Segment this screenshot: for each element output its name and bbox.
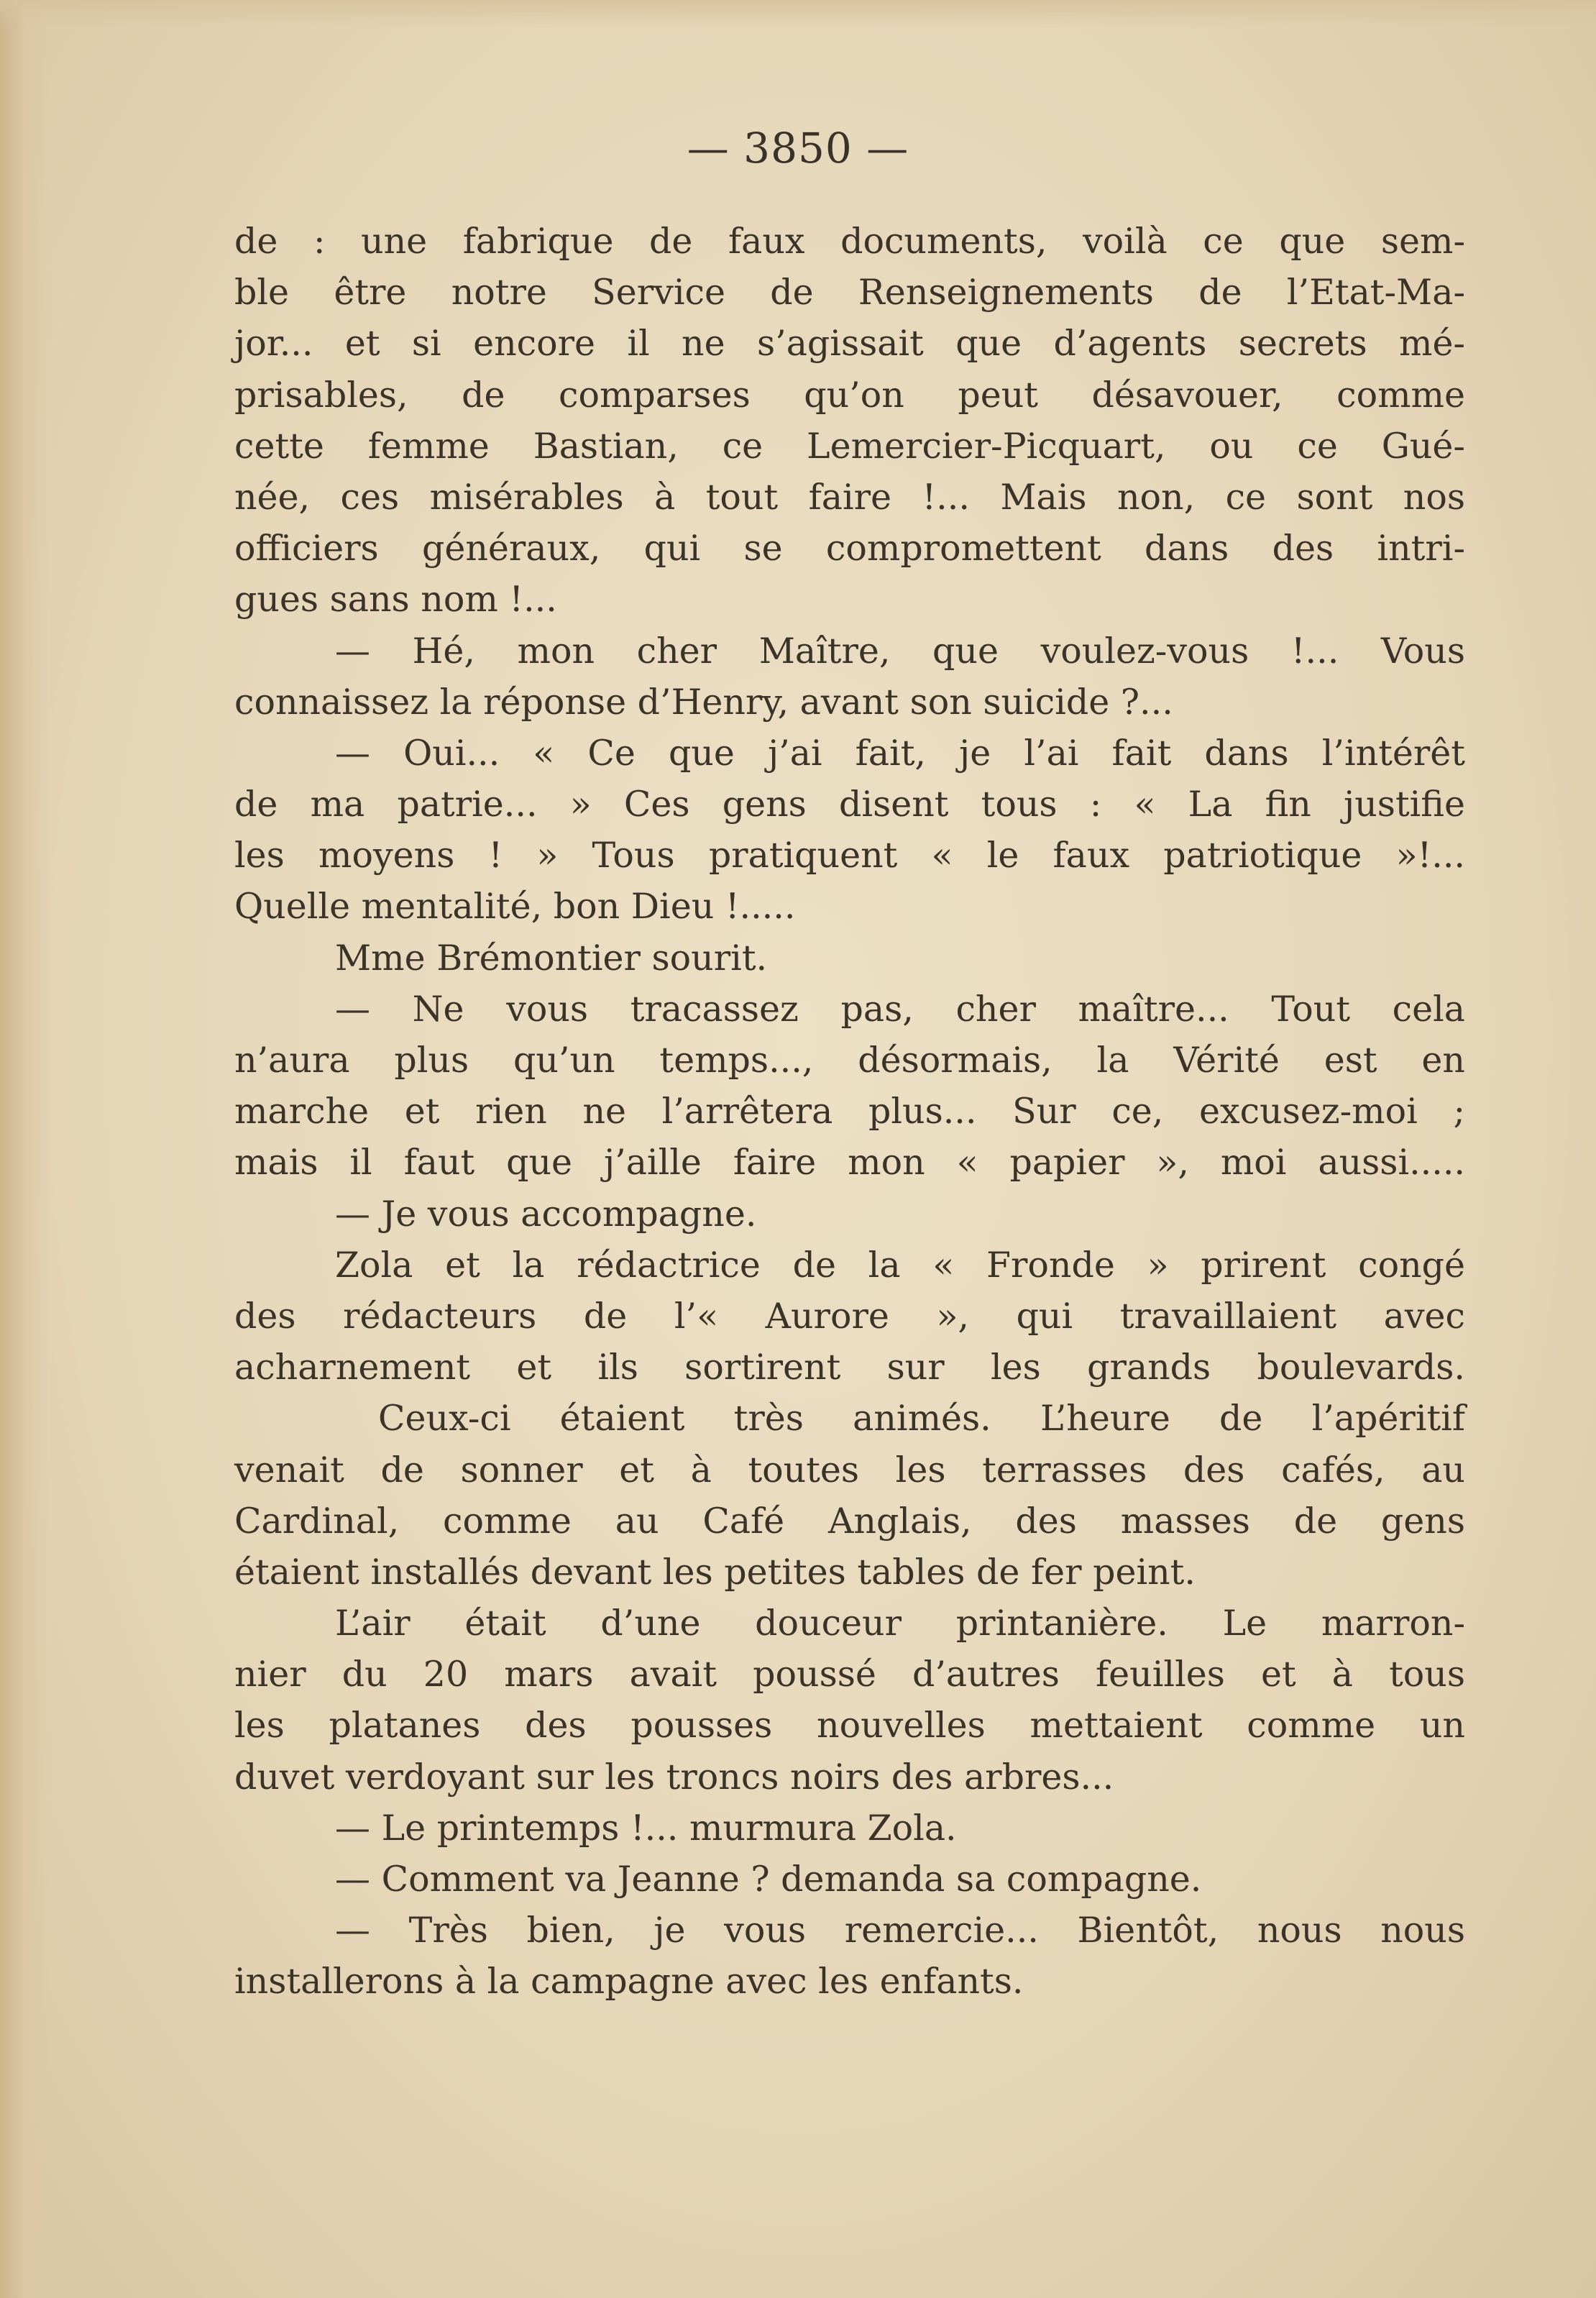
text-line-10: connaissez la réponse d’Henry, avant son suicide ?... [234,681,1173,723]
text-line-17: n’aura plus qu’un temps..., désormais, la Vérité est en [234,1040,1465,1081]
body-text [234,216,1465,2008]
text-line-19: mais il faut que j’aille faire mon « papier », moi aussi..... [234,1142,1465,1184]
text-line-7: officiers généraux, qui se compromettent dans des intri- [234,528,1465,569]
text-line-18: marche et rien ne l’arrêtera plus... Sur ce, excusez-moi ; [234,1091,1465,1132]
text-line-15: Mme Brémontier sourit. [335,937,768,979]
text-line-2: ble être notre Service de Renseignements de l’Etat-Ma- [234,272,1465,313]
page-edge-shadow-top [0,0,1596,29]
text-line-12: de ma patrie... » Ces gens disent tous : « La fin justifie [234,784,1465,825]
text-line-28: L’air était d’une douceur printanière. Le marron- [335,1603,1465,1644]
text-line-26: Cardinal, comme au Café Anglais, des masses de gens [234,1500,1465,1542]
text-line-22: des rédacteurs de l’« Aurore », qui travaillaient avec [234,1295,1465,1337]
text-line-5: cette femme Bastian, ce Lemercier-Picquart, ou ce Gué- [234,425,1465,467]
text-line-24: Ceux-ci étaient très animés. L’heure de l’apéritif [378,1398,1465,1439]
text-line-21: Zola et la rédactrice de la « Fronde » prirent congé [335,1244,1465,1286]
text-line-35: installerons à la campagne avec les enfants. [234,1961,1024,2002]
text-line-30: les platanes des pousses nouvelles mettaient comme un [234,1705,1465,1747]
text-line-33: — Comment va Jeanne ? demanda sa compagne. [335,1859,1202,1900]
text-line-23: acharnement et ils sortirent sur les grands boulevards. [234,1347,1465,1388]
page-edge-shadow-left [0,0,50,2298]
text-line-20: — Je vous accompagne. [335,1193,757,1235]
text-line-3: jor... et si encore il ne s’agissait que d’agents secrets mé- [234,323,1465,365]
text-line-31: duvet verdoyant sur les troncs noirs des arbres... [234,1756,1114,1798]
text-line-1: de : une fabrique de faux documents, voilà ce que sem- [234,221,1465,262]
text-line-4: prisables, de comparses qu’on peut désavouer, comme [234,374,1465,416]
text-line-16: — Ne vous tracassez pas, cher maître... Tout cela [335,988,1465,1030]
page-number: — 3850 — [687,124,909,173]
text-line-27: étaient installés devant les petites tables de fer peint. [234,1551,1196,1593]
text-line-6: née, ces misérables à tout faire !... Mais non, ce sont nos [234,476,1465,518]
text-line-9: — Hé, mon cher Maître, que voulez-vous !... Vous [335,630,1465,672]
text-line-32: — Le printemps !... murmura Zola. [335,1807,957,1849]
text-line-11: — Oui... « Ce que j’ai fait, je l’ai fait dans l’intérêt [335,732,1465,774]
text-line-13: les moyens ! » Tous pratiquent « le faux patriotique »!... [234,835,1465,876]
text-line-34: — Très bien, je vous remercie... Bientôt, nous nous [335,1910,1465,1951]
text-line-8: gues sans nom !... [234,579,557,621]
text-line-14: Quelle mentalité, bon Dieu !..... [234,886,796,928]
text-line-25: venait de sonner et à toutes les terrasses des cafés, au [234,1449,1465,1491]
text-line-29: nier du 20 mars avait poussé d’autres feuilles et à tous [234,1654,1465,1695]
